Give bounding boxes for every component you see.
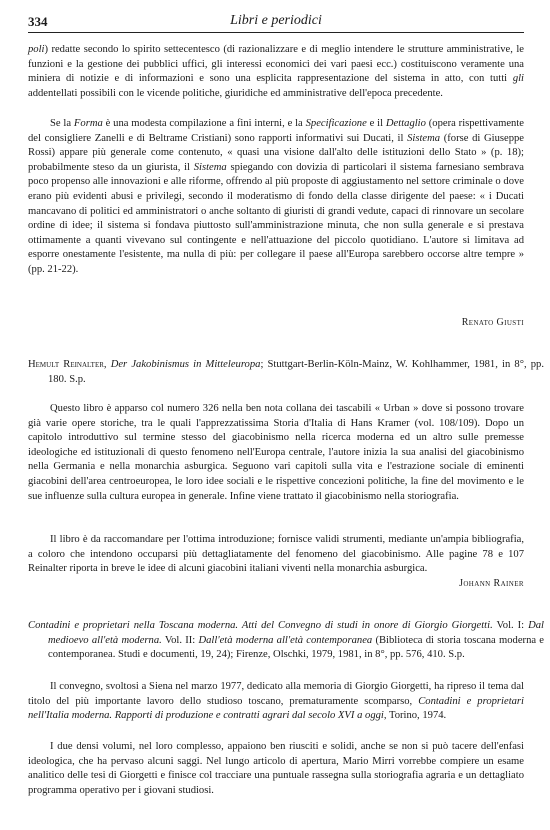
- text-run: (opera rispettivamente del consigliere Zanelli e di Beltrame Cristiani) sono rapporti informativi sui Ducati, il: [28, 118, 524, 144]
- review2-signature: Johann Rainer: [459, 578, 524, 589]
- text-run: Sistema: [407, 132, 441, 144]
- review2-paragraph-2: [28, 533, 524, 577]
- text-run: ,: [103, 359, 111, 370]
- text-run: Se la: [50, 118, 74, 129]
- text-run: addentellati possibili con le vicende politiche, giuridiche ed amministrative dell'epoca precedente.: [28, 87, 443, 99]
- text-run: I due densi volumi, nel loro complesso, appaiono ben riusciti e solidi, anche se non si può tacere dell'enfasi ideologica, che ha pervaso alcuni saggi. Nel lungo articolo di apertura, Mario Mirri vorrebbe compiere un esame analitico delle tesi di Giorgetti e finisce col tracciare una puntuale rassegna sulla storiografia agraria e un dettagliato programma operativo per i giovani studiosi.: [28, 741, 524, 796]
- review3-paragraph-1: [28, 680, 524, 724]
- review2-citation: [28, 358, 544, 387]
- text-run: e il: [366, 118, 386, 129]
- text-run: gli: [512, 73, 524, 85]
- text-run: Dettaglio: [385, 118, 426, 129]
- text-run: Vol. II:: [161, 634, 199, 646]
- text-run: poli: [28, 44, 45, 55]
- text-run: Dall'età moderna all'età contemporanea: [198, 634, 373, 646]
- review3-paragraph-2: [28, 740, 524, 798]
- review3-citation: [28, 619, 544, 663]
- review1-paragraph-2: [28, 117, 524, 278]
- text-run: ; Stuttgart-Berlin-Köln-Mainz, W. Kohlhammer, 1981, in 8°, pp. 180. S.p.: [48, 359, 544, 385]
- text-run: Der Jakobinismus in Mitteleuropa: [110, 359, 261, 370]
- text-run: (Biblioteca di storia toscana moderna e contemporanea. Studi e documenti, 19, 24); Firenze, Olschki, 1979, 1981, in 8°, pp. 576, 410. S.p.: [48, 634, 545, 661]
- text-run: Questo libro è apparso col numero 326 nella ben nota collana dei tascabili « Urban » dove si possono trovare già varie opere storiche, tra le quali l'apprezzatissima Storia d'Italia di Hans Kramer (vol. 108/109). Dopo un capitolo introduttivo sul termine stesso del giacobinismo nella ricerca moderna ed un altro sulle premesse ideologiche ed istituzionali di questo fenomeno nell'Europa centrale, l'autore inizia la sua analisi del giacobinismo nella Germania e nella monarchia asburgica. Seguono vari capitoli sulla vita e l'estrazione sociale di eminenti giacobini dell'area centroeuropea, le loro idee sociali e le rispettive concezioni politiche, la fine del movimento e le sue influenze sulla cultura europea in generale. Infine viene trattato il giacobinismo nella storiografia.: [28, 403, 524, 502]
- review1-signature: Renato Giusti: [461, 317, 524, 328]
- text-run: Hemult Reinalter: [28, 359, 104, 370]
- text-run: (forse di Giuseppe Rossi) appare più generale come contenuto, « quasi una visione dall'alto delle istituzioni dello Stato » (p. 18); probabilmente steso da un giurista, il: [28, 132, 525, 173]
- text-run: è una modesta compilazione a fini interni, e la: [102, 118, 306, 129]
- running-header: [28, 12, 524, 33]
- text-run: Specificazione: [305, 118, 367, 129]
- text-run: Vol. I:: [492, 620, 529, 631]
- text-run: Il libro è da raccomandare per l'ottima introduzione; fornisce validi strumenti, mediante un'ampia bibliografia, a coloro che intendono occuparsi più dettagliatamente del fenomeno del giacobinismo. Alle pagine 78 e 107 Reinalter riporta in breve le idee di alcuni giacobini italiani viventi nella monarchia asburgica.: [28, 534, 524, 575]
- text-run: Contadini e proprietari nella Toscana moderna. Atti del Convegno di studi in onore di Giorgio Giorgetti.: [28, 620, 493, 631]
- review2-paragraph-1: [28, 402, 524, 504]
- page-number: 334: [28, 14, 48, 29]
- text-run: Contadini e proprietari nell'Italia moderna. Rapporti di produzione e contratti agrari dal secolo XVI a oggi: [28, 695, 525, 722]
- text-run: Sistema: [193, 161, 227, 173]
- text-run: Forma: [73, 118, 103, 129]
- text-run: , Torino, 1974.: [383, 710, 447, 722]
- review1-paragraph-1: [28, 43, 524, 101]
- text-run: ) redatte secondo lo spirito settecentesco (di razionalizzare e di meglio intendere le strutture amministrative, le funzioni e la gestione dei pubblici uffici, gli interessi economici dei vari paesi ecc.) costituiscono veramente una miniera di notizie e di informazioni e sono una esplicita rappresentazione del sistema in atto, con tutti: [28, 44, 524, 85]
- text-run: spiegando con dovizia di particolari il sistema farnesiano sembrava poco propenso alle innovazioni e alle riforme, offrendo al più proposte di aggiustamento nel settore criminale o dove erano più evidenti abusi e privilegi, secondo il moderatismo di fondo della classe dirigente del paese: « i Ducati mancavano di politici ed amministratori o anche soltanto di giuristi di grandi vedute, capaci di rinnovare un secolare ordine di idee; il sistema si fondava piuttosto sull'amministrazione minuta, che non sulla generale e si prestava ottimamente a quanti vivevano sul contingente e nell'attuazione del piccolo quotidiano. L'autore si limitava ad esporre onestamente l'esistente, ma nulla di più: per collegare il paese all'Europa sarebbero occorse altre tempre » (pp. 21-22).: [28, 161, 524, 275]
- text-run: Il convegno, svoltosi a Siena nel marzo 1977, dedicato alla memoria di Giorgio Giorgetti, ha ripreso il tema dal titolo del più importante lavoro dello studioso toscano, prematuramente scomparso,: [28, 681, 524, 707]
- running-title: Libri e periodici: [230, 13, 322, 28]
- text-run: Dal medioevo all'età moderna.: [48, 620, 544, 646]
